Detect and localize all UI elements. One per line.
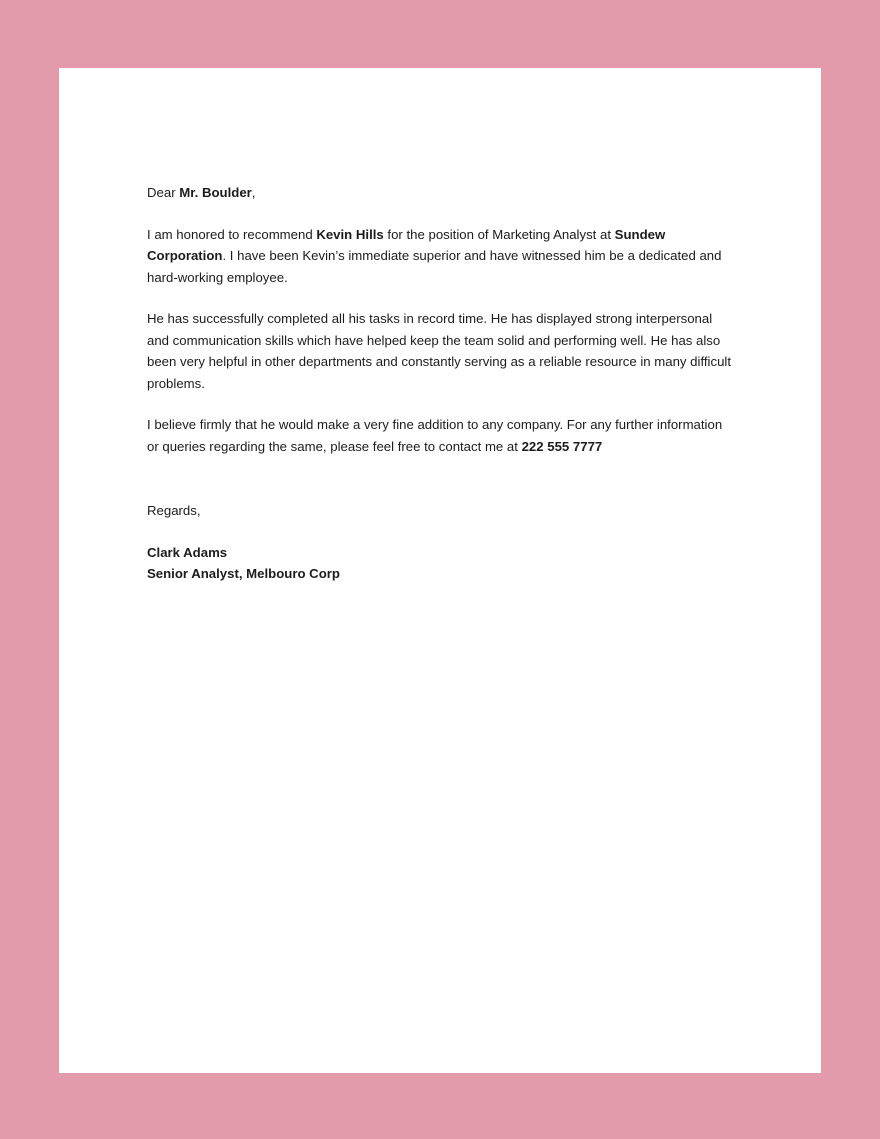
salutation-suffix: , — [251, 185, 256, 200]
candidate-name: Kevin Hills — [316, 226, 384, 242]
letter-body — [147, 182, 737, 585]
salutation — [147, 182, 737, 204]
company-name: Sundew Corporation — [147, 226, 666, 263]
signature-title-text: Senior Analyst, Melbouro Corp — [147, 566, 340, 581]
paragraph1-text-1: I am honored to recommend — [147, 226, 317, 242]
paragraph1-text-2: for the position of Marketing Analyst at — [383, 226, 615, 242]
signature-name — [147, 542, 737, 564]
paragraph-achievements: He has successfully completed all his tasks in record time. He has displayed strong interpersonal and communication skills which have helped keep the team solid and performing well. He has also been very helpful in other departments and constantly serving as a reliable resource in many difficult problems. — [147, 311, 731, 391]
salutation-prefix: Dear — [147, 185, 180, 200]
contact-phone: 222 555 7777 — [521, 438, 603, 454]
paragraph1-text-3: . I have been Kevin’s immediate superior and have witnessed him be a dedicated and hard-working employee. — [147, 248, 722, 285]
recipient-name: Mr. Boulder — [179, 185, 252, 200]
paragraph3-text: I believe firmly that he would make a very fine addition to any company. For any further information or queries regarding the same, please feel free to contact me at — [147, 417, 723, 454]
signature-title — [147, 563, 737, 585]
paragraph-recommendation — [147, 224, 737, 289]
paragraph-contact — [147, 414, 737, 457]
signature-name-text: Clark Adams — [147, 544, 228, 560]
letter-page — [59, 68, 821, 1073]
closing: Regards, — [147, 503, 201, 518]
